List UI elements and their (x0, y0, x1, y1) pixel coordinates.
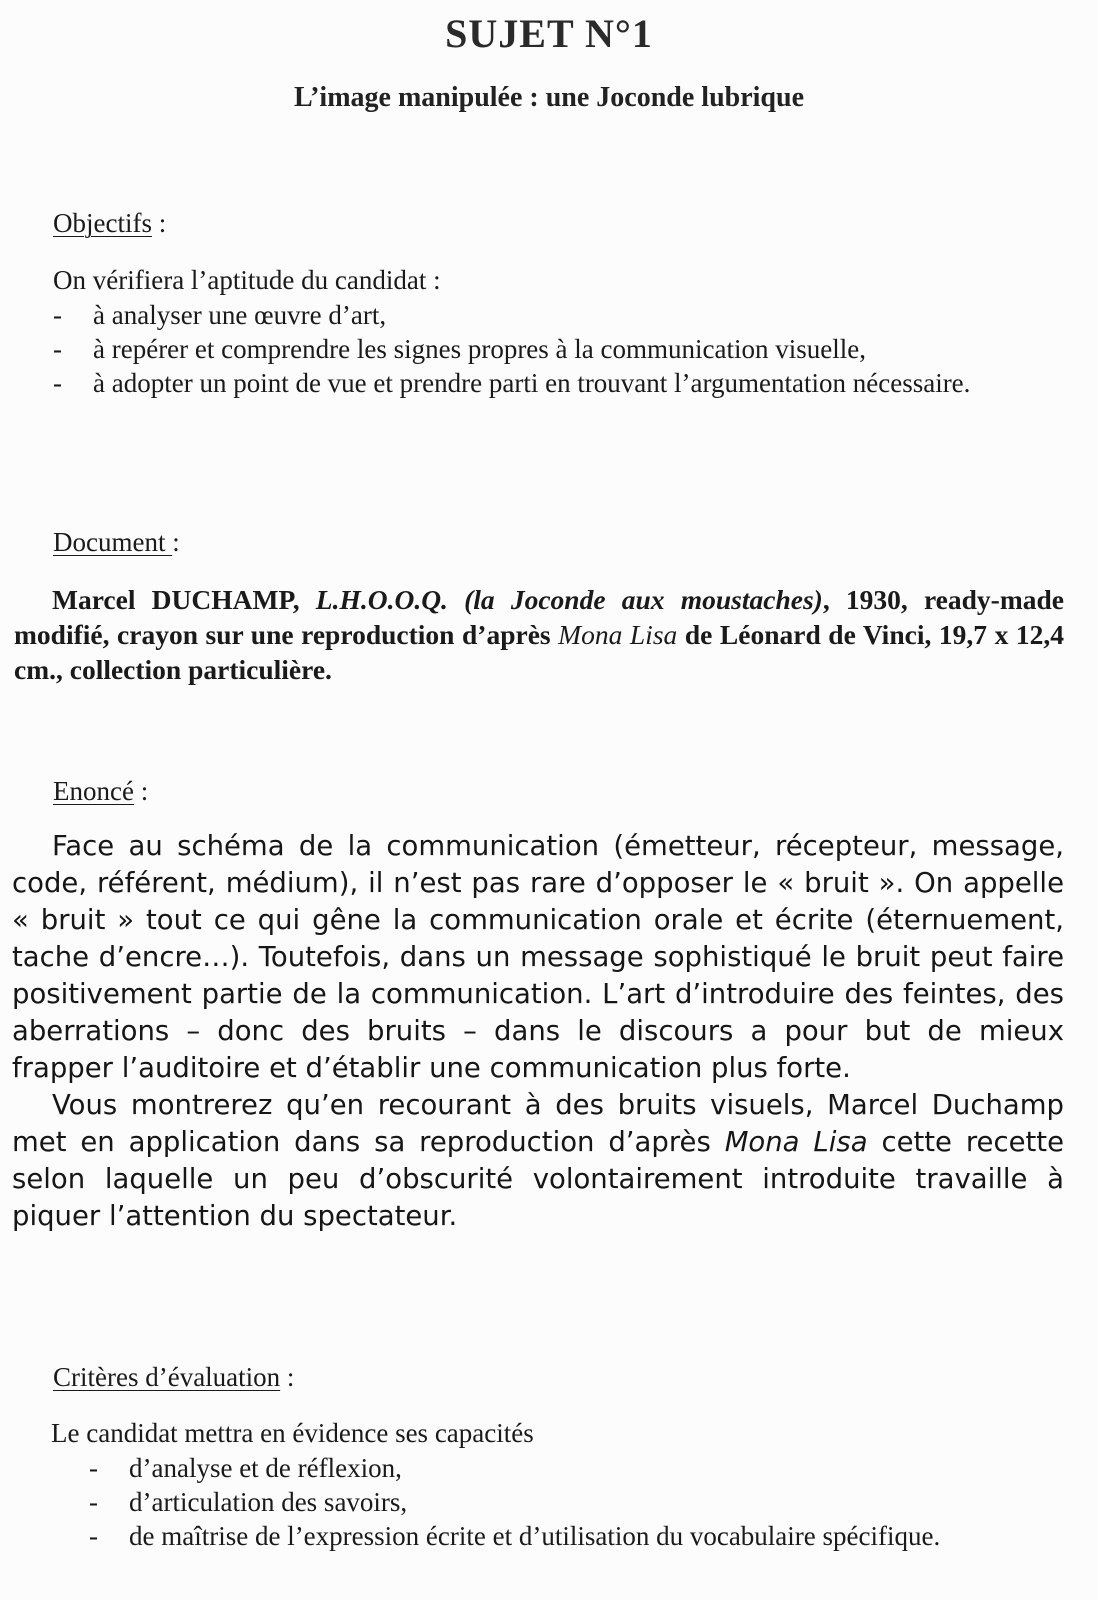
list-item (53, 332, 1063, 366)
enonce-paragraph-1: Face au schéma de la communication (émetteur, récepteur, message, code, référent, médium), il n’est pas rare d’opposer le « bruit ». On appelle « bruit » tout ce qui gêne la communication orale et écrite (éternuement, tache d’encre…). Toutefois, dans un message sophistiqué le bruit peut faire positivement partie de la communication. L’art d’introduire des feintes, des aberrations – donc des bruits – dans le discours a pour but de mieux frapper l’auditoire et d’établir une communication plus forte. (12, 830, 1064, 1084)
list-item-text: d’articulation des savoirs, (129, 1487, 408, 1517)
document-details-2: de Léonard de Vinci, 19,7 x 12,4 cm., collection particulière. (14, 619, 1065, 685)
enonce-paragraph-2-end: cette recette selon laquelle un peu d’obscurité volontairement introduite travaille à piquer l’attention du spectateur. (12, 1126, 1064, 1232)
document-reference (14, 582, 1064, 687)
page-title: SUJET N°1 (445, 11, 653, 56)
list-item (89, 1485, 1069, 1519)
list-item-text: à adopter un point de vue et prendre parti en trouvant l’argumentation nécessaire. (93, 368, 971, 398)
criteres-intro: Le candidat mettra en évidence ses capacités (51, 1418, 534, 1448)
criteres-heading-colon: : (280, 1362, 295, 1392)
list-item (53, 366, 1063, 400)
criteres-heading (53, 1362, 294, 1393)
objectifs-heading (53, 208, 166, 239)
list-dash: - (53, 368, 62, 398)
objectifs-intro: On vérifiera l’aptitude du candidat : (53, 265, 441, 295)
list-item-text: à repérer et comprendre les signes propres à la communication visuelle, (93, 334, 866, 364)
document-author: Marcel DUCHAMP, (52, 584, 316, 615)
list-dash: - (53, 334, 62, 364)
objectifs-heading-label: Objectifs (53, 208, 152, 238)
document-ref-title: Mona Lisa (558, 619, 678, 650)
enonce-paragraph-2-start: Vous montrerez qu’en recourant à des bruits visuels, Marcel Duchamp met en application dans sa reproduction d’après (12, 1089, 1064, 1158)
list-item (89, 1451, 1069, 1485)
document-work-title: L.H.O.O.Q. (la Joconde aux moustaches) (315, 584, 823, 615)
enonce-paragraph-2 (12, 1087, 1064, 1235)
document-heading-colon: : (172, 527, 180, 557)
document-heading-label: Document (53, 527, 173, 557)
list-dash: - (89, 1453, 98, 1483)
document-heading (53, 527, 180, 558)
enonce-heading (53, 776, 148, 807)
list-item-text: d’analyse et de réflexion, (129, 1453, 402, 1483)
list-dash: - (89, 1487, 98, 1517)
list-item-text: à analyser une œuvre d’art, (93, 300, 387, 330)
enonce-paragraph-2-title: Mona Lisa (724, 1126, 868, 1158)
list-item-text: de maîtrise de l’expression écrite et d’utilisation du vocabulaire spécifique. (129, 1521, 941, 1551)
list-item (53, 298, 1063, 332)
list-item (89, 1519, 1069, 1553)
criteres-list (89, 1451, 1069, 1553)
document-details-1: , 1930, ready-made modifié, crayon sur une reproduction d’après (14, 584, 1064, 650)
page-subtitle: L’image manipulée : une Joconde lubrique (293, 82, 804, 113)
objectifs-list (53, 298, 1063, 400)
list-dash: - (89, 1521, 98, 1551)
list-dash: - (53, 300, 62, 330)
enonce-heading-colon: : (133, 776, 149, 806)
criteres-heading-label: Critères d’évaluation (53, 1362, 281, 1392)
enonce-body (12, 828, 1064, 1235)
objectifs-heading-colon: : (151, 208, 167, 238)
enonce-heading-label: Enoncé (53, 776, 134, 806)
